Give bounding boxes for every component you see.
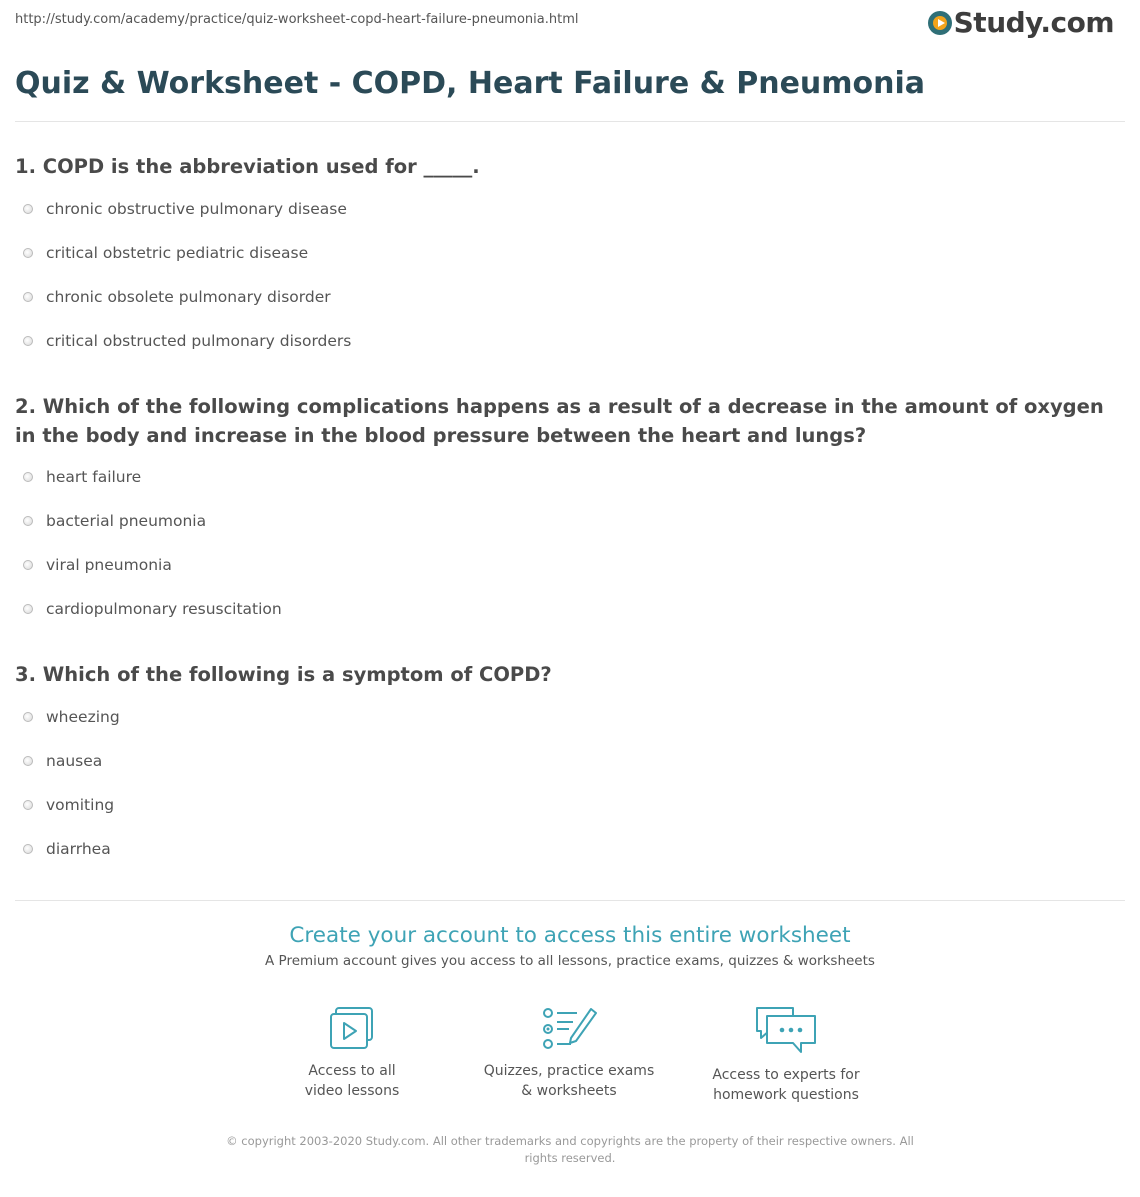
quiz-checklist-icon [541, 1005, 597, 1051]
option-label: viral pneumonia [46, 556, 172, 574]
question-2-option-1[interactable] [23, 468, 141, 486]
option-label: nausea [46, 752, 103, 770]
question-1-option-4[interactable] [23, 332, 351, 350]
radio-icon[interactable] [23, 756, 33, 766]
question-2-option-3[interactable] [23, 556, 172, 574]
feature-label: Access to all video lessons [304, 1063, 400, 1099]
question-3: 3. Which of the following is a symptom of COPD? [15, 663, 552, 686]
feature-experts [691, 1005, 881, 1105]
question-1-option-1[interactable] [23, 200, 347, 218]
option-label: critical obstetric pediatric disease [46, 244, 309, 262]
option-label: chronic obstructive pulmonary disease [46, 200, 347, 218]
chat-bubbles-icon [753, 1005, 819, 1055]
option-label: heart failure [46, 468, 142, 486]
page-title: Quiz & Worksheet - COPD, Heart Failure & Pneumonia [15, 66, 926, 101]
feature-quizzes [474, 1005, 664, 1101]
radio-icon[interactable] [23, 248, 33, 258]
option-label: cardiopulmonary resuscitation [46, 600, 282, 618]
cta-subtitle: A Premium account gives you access to all lessons, practice exams, quizzes & worksheets [265, 953, 875, 969]
question-2-option-2[interactable] [23, 512, 206, 530]
question-3-option-3[interactable] [23, 796, 114, 814]
question-3-option-1[interactable] [23, 708, 120, 726]
option-label: bacterial pneumonia [46, 512, 207, 530]
study-logo[interactable] [928, 6, 1114, 39]
radio-icon[interactable] [23, 516, 33, 526]
option-label: diarrhea [46, 840, 111, 858]
radio-icon[interactable] [23, 844, 33, 854]
feature-label: Access to experts for homework questions [712, 1067, 860, 1103]
feature-video-lessons [257, 1005, 447, 1101]
question-2: 2. Which of the following complications happens as a result of a decrease in the amount of oxygen in the body and increase in the blood pressure between the heart and lungs? [15, 395, 1104, 447]
create-account-link[interactable]: Create your account to access this entire worksheet [289, 923, 851, 948]
question-2-option-4[interactable] [23, 600, 282, 618]
radio-icon[interactable] [23, 472, 33, 482]
question-1-option-2[interactable] [23, 244, 308, 262]
question-1: 1. COPD is the abbreviation used for _____. [15, 155, 480, 178]
radio-icon[interactable] [23, 604, 33, 614]
video-lessons-icon [324, 1005, 380, 1051]
brand-name: Study.com [953, 6, 1114, 39]
play-logo-icon [928, 11, 952, 35]
option-label: wheezing [46, 708, 120, 726]
radio-icon[interactable] [23, 712, 33, 722]
page-url: http://study.com/academy/practice/quiz-worksheet-copd-heart-failure-pneumonia.html [15, 12, 579, 27]
radio-icon[interactable] [23, 292, 33, 302]
option-label: chronic obsolete pulmonary disorder [46, 288, 331, 306]
cta-divider [15, 900, 1125, 901]
option-label: vomiting [46, 796, 115, 814]
radio-icon[interactable] [23, 800, 33, 810]
title-divider [15, 121, 1125, 122]
copyright-footer: © copyright 2003-2020 Study.com. All other trademarks and copyrights are the property of their respective owners. All rights reserved. [226, 1134, 914, 1165]
feature-label: Quizzes, practice exams & worksheets [483, 1063, 655, 1099]
option-label: critical obstructed pulmonary disorders [46, 332, 352, 350]
radio-icon[interactable] [23, 336, 33, 346]
question-3-option-2[interactable] [23, 752, 102, 770]
question-1-option-3[interactable] [23, 288, 331, 306]
radio-icon[interactable] [23, 560, 33, 570]
radio-icon[interactable] [23, 204, 33, 214]
question-3-option-4[interactable] [23, 840, 111, 858]
